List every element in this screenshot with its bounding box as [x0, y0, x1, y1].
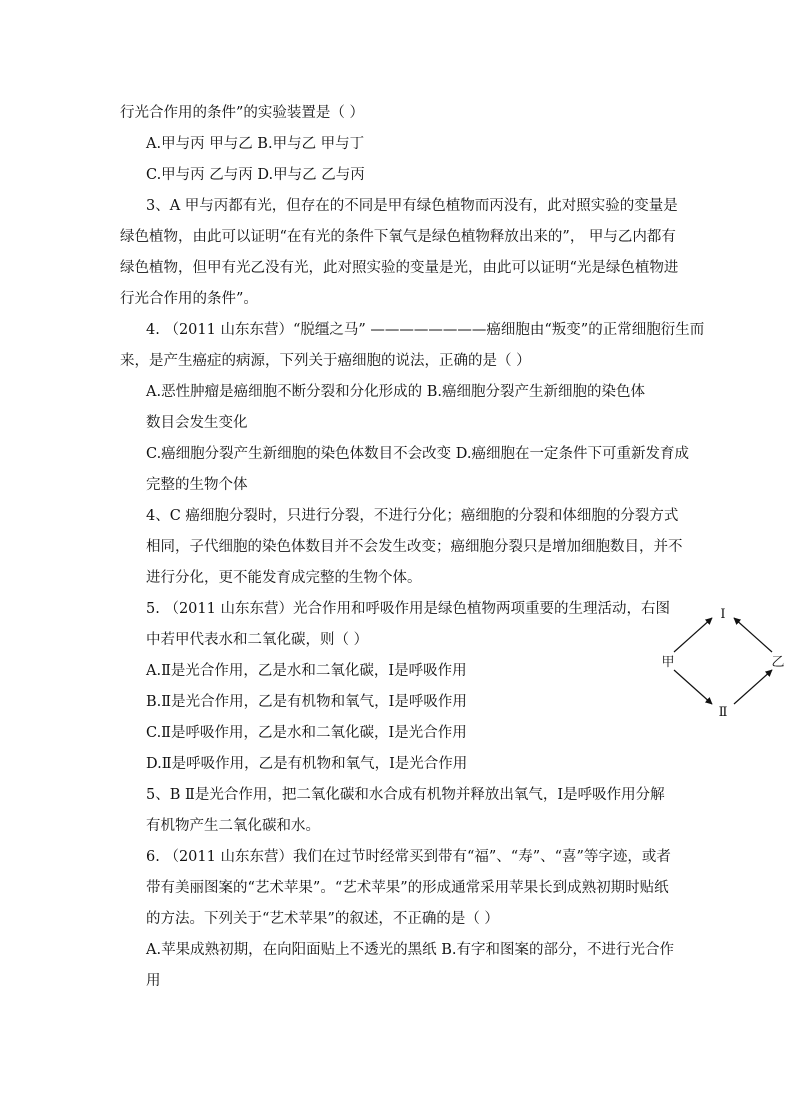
- text-line: 进行分化，更不能发育成完整的生物个体。: [146, 570, 422, 586]
- option-line: B.Ⅱ是光合作用，乙是有机物和氧气，Ⅰ是呼吸作用: [146, 694, 467, 710]
- node-left: 甲: [661, 655, 675, 670]
- cycle-diagram: [662, 608, 786, 720]
- arrow-left-to-top: [674, 618, 712, 652]
- cycle-diagram-svg: [662, 608, 786, 720]
- question-line: 5. （2011 山东东营）光合作用和呼吸作用是绿色植物两项重要的生理活动，右图: [146, 601, 670, 617]
- node-right: 乙: [771, 655, 785, 670]
- option-line: A.恶性肿瘤是癌细胞不断分裂和分化形成的 B.癌细胞分裂产生新细胞的染色体: [146, 384, 645, 400]
- option-line: D.Ⅱ是呼吸作用，乙是有机物和氧气，Ⅰ是光合作用: [146, 756, 468, 772]
- answer-line: 3、A 甲与丙都有光，但存在的不同是甲有绿色植物而丙没有，此对照实验的变量是: [146, 198, 678, 214]
- answer-line: 5、B Ⅱ是光合作用，把二氧化碳和水合成有机物并释放出氧气，Ⅰ是呼吸作用分解: [146, 787, 665, 803]
- text-line: 中若甲代表水和二氧化碳，则（ ）: [146, 632, 369, 648]
- text-line: 有机物产生二氧化碳和水。: [146, 818, 320, 834]
- arrow-bottom-to-right: [734, 670, 772, 704]
- text-line: 行光合作用的条件”。: [120, 291, 258, 307]
- question-line: 6. （2011 山东东营）我们在过节时经常买到带有“福”、“寿”、“喜”等字迹，或者: [146, 849, 671, 865]
- text-line: 绿色植物，由此可以证明“在有光的条件下氧气是绿色植物释放出来的”， 甲与乙内都有: [120, 229, 676, 245]
- option-line: A.甲与丙 甲与乙 B.甲与乙 甲与丁: [146, 136, 365, 152]
- text-line: 来，是产生癌症的病源，下列关于癌细胞的说法，正确的是（ ）: [120, 353, 531, 369]
- option-line: 用: [146, 973, 161, 989]
- text-line: 行光合作用的条件”的实验装置是（ ）: [120, 105, 365, 121]
- option-line: 完整的生物个体: [146, 477, 248, 493]
- option-line: 数目会发生变化: [146, 415, 248, 431]
- arrow-right-to-top: [734, 618, 772, 652]
- text-line: 相同，子代细胞的染色体数目并不会发生改变；癌细胞分裂只是增加细胞数目，并不: [146, 539, 683, 555]
- option-line: C.癌细胞分裂产生新细胞的染色体数目不会改变 D.癌细胞在一定条件下可重新发育成: [146, 446, 690, 462]
- option-line: A.苹果成熟初期，在向阳面贴上不透光的黑纸 B.有字和图案的部分，不进行光合作: [146, 942, 674, 958]
- text-line: 绿色植物，但甲有光乙没有光，此对照实验的变量是光，由此可以证明“光是绿色植物进: [120, 260, 679, 276]
- option-line: A.Ⅱ是光合作用，乙是水和二氧化碳，Ⅰ是呼吸作用: [146, 663, 467, 679]
- node-bottom: Ⅱ: [718, 705, 728, 720]
- answer-line: 4、C 癌细胞分裂时，只进行分裂，不进行分化；癌细胞的分裂和体细胞的分裂方式: [146, 508, 679, 524]
- option-line: C.Ⅱ是呼吸作用，乙是水和二氧化碳，Ⅰ是光合作用: [146, 725, 467, 741]
- node-top: Ⅰ: [720, 607, 726, 622]
- text-line: 的方法。下列关于“艺术苹果”的叙述，不正确的是（ ）: [146, 911, 499, 927]
- arrow-left-to-bottom: [674, 670, 712, 704]
- option-line: C.甲与丙 乙与丙 D.甲与乙 乙与丙: [146, 167, 365, 183]
- text-line: 带有美丽图案的“艺术苹果”。“艺术苹果”的形成通常采用苹果长到成熟初期时贴纸: [146, 880, 669, 896]
- question-line: 4. （2011 山东东营）“脱缰之马” ————————癌细胞由“叛变”的正常细胞衍生而: [146, 322, 705, 338]
